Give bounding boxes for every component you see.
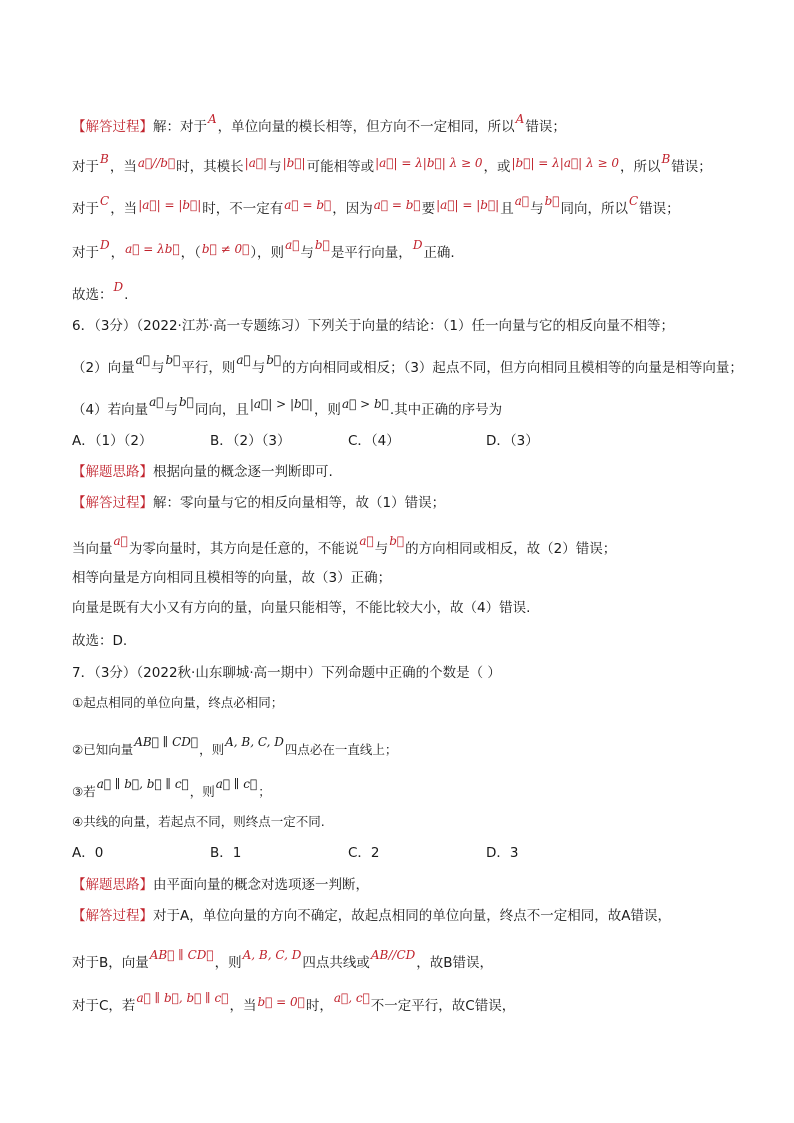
text: 解：零向量与它的相反向量相等，故（1）错误； — [153, 495, 446, 511]
text: ，当 — [110, 201, 138, 217]
math: a⃗//b⃗ — [137, 156, 176, 170]
text: ③若 — [72, 784, 96, 799]
text: 可能相等或 — [306, 159, 375, 175]
solution-line — [72, 991, 516, 1016]
math: B — [661, 152, 671, 166]
text: 时，其模长 — [176, 159, 244, 175]
solution-process-tag: 【解答过程】 — [72, 119, 153, 135]
text: 与 — [300, 245, 314, 261]
option-a: A．0 — [72, 845, 104, 861]
text: ，则 — [313, 402, 341, 418]
solution-process-tag: 【解答过程】 — [72, 495, 153, 511]
math: b⃗ — [314, 238, 330, 252]
text: 7．（3分）（2022秋·山东聊城·高一期中）下列命题中正确的个数是（ ） — [72, 665, 501, 681]
text: ，（ — [180, 245, 201, 261]
solution-line — [72, 534, 617, 559]
text: 相等向量是方向相同且模相等的向量，故（3）正确； — [72, 570, 392, 586]
math: |a⃗| = |b⃗| — [138, 198, 202, 212]
math: a⃗ ∥ b⃗, b⃗ ∥ c⃗ — [96, 777, 189, 791]
question-6-title — [72, 316, 674, 336]
text: 时，不一定有 — [202, 201, 284, 217]
question-6-options — [72, 431, 624, 451]
text: 同向，且 — [194, 402, 249, 418]
text: 要 — [421, 201, 436, 217]
math: b⃗ — [544, 194, 560, 208]
text: ，故B错误， — [416, 955, 494, 971]
text: 的方向相同或相反；（3）起点不同，但方向相同且模相等的向量是相等向量； — [282, 360, 743, 376]
text: 解：对于 — [153, 119, 207, 135]
text: . — [124, 287, 129, 303]
text: 的方向相同或相反，故（2）错误； — [405, 541, 617, 557]
math: |b⃗| = λ|a⃗| λ ≥ 0 — [511, 156, 619, 170]
text: （4）若向量 — [72, 402, 149, 418]
solution-process-line — [72, 493, 445, 513]
math: A, B, C, D — [242, 948, 302, 962]
math: a⃗ = λb⃗ — [125, 242, 180, 256]
solution-line-option-a — [72, 112, 566, 137]
solution-line-option-c — [72, 194, 680, 219]
question-7-statement-3 — [72, 777, 271, 802]
text: （2）向量 — [72, 360, 135, 376]
math: B — [100, 152, 109, 166]
text: 与 — [530, 201, 544, 217]
text: ，则 — [199, 742, 225, 757]
text: ，当 — [229, 998, 257, 1014]
solution-line — [72, 598, 530, 618]
solution-idea-tag: 【解题思路】 — [72, 464, 153, 480]
solution-idea-tag: 【解题思路】 — [72, 877, 153, 893]
text: 对于A，单位向量的方向不确定，故起点相同的单位向量，终点不一定相同，故A错误， — [153, 908, 671, 924]
math: C — [628, 194, 639, 208]
question-7-options — [72, 843, 624, 863]
solution-line — [72, 568, 391, 588]
math: b⃗ = 0⃗ — [257, 995, 305, 1009]
text: 四点共线或 — [302, 955, 370, 971]
question-7-statement-4 — [72, 812, 325, 832]
text: ④共线的向量，若起点不同，则终点一定不同. — [72, 814, 325, 829]
option-b: B．（2）（3） — [210, 433, 291, 449]
math: |b⃗| — [282, 156, 306, 170]
question-6-statement-4 — [72, 395, 503, 420]
text: 对于 — [72, 159, 99, 175]
text: 与 — [164, 402, 178, 418]
text: ，则 — [214, 955, 242, 971]
option-c: C．2 — [348, 845, 380, 861]
question-7-statement-2 — [72, 735, 398, 760]
text: ②已知向量 — [72, 742, 134, 757]
solution-process-tag: 【解答过程】 — [72, 908, 153, 924]
text: 不一定平行，故C错误， — [370, 998, 516, 1014]
text: 时， — [305, 998, 333, 1014]
math: AB//CD — [370, 948, 416, 962]
math: a⃗ — [514, 194, 530, 208]
math: a⃗, c⃗ — [333, 991, 370, 1005]
option-d: D．3 — [486, 845, 519, 861]
math: b⃗ — [165, 353, 181, 367]
text: 对于C，若 — [72, 998, 136, 1014]
math: b⃗ ≠ 0⃗ — [201, 242, 250, 256]
question-7-title — [72, 663, 501, 683]
text: .其中正确的序号为 — [389, 402, 503, 418]
math: A — [208, 112, 217, 126]
text: 对于 — [72, 201, 99, 217]
math: a⃗ — [113, 534, 128, 548]
text: 平行，则 — [181, 360, 236, 376]
question-7-statement-1 — [72, 693, 283, 713]
solution-idea-line — [72, 875, 369, 895]
text: ，因为 — [332, 201, 373, 217]
math: a⃗ > b⃗ — [341, 397, 389, 411]
math: a⃗ — [135, 353, 150, 367]
answer-line — [72, 631, 127, 651]
text: ，则 — [189, 784, 215, 799]
text: 故选： — [72, 287, 113, 303]
text: 与 — [150, 360, 165, 376]
solution-process-line — [72, 906, 671, 926]
math: a⃗ — [285, 238, 300, 252]
text: ，所以 — [619, 159, 661, 175]
math: C — [100, 194, 110, 208]
math: A, B, C, D — [225, 735, 284, 749]
text: ），则 — [250, 245, 285, 261]
text: 由平面向量的概念对选项逐一判断， — [153, 877, 369, 893]
math: a⃗ — [359, 534, 374, 548]
text: ，单位向量的模长相等，但方向不一定相同，所以 — [217, 119, 515, 135]
solution-idea-line — [72, 462, 333, 482]
question-6-statement-2-3 — [72, 353, 743, 378]
math: b⃗ — [389, 534, 405, 548]
text: 与 — [268, 159, 282, 175]
math: a⃗ — [236, 353, 251, 367]
text: 为零向量时，其方向是任意的，不能说 — [128, 541, 359, 557]
math: |a⃗| — [244, 156, 268, 170]
text: 同向，所以 — [560, 201, 628, 217]
math: b⃗ — [266, 353, 282, 367]
option-b: B．1 — [210, 845, 242, 861]
text: 错误； — [671, 159, 712, 175]
math: b⃗ — [178, 395, 194, 409]
text: 当向量 — [72, 541, 113, 557]
text: 故选：D. — [72, 633, 128, 649]
option-c: C．（4） — [348, 433, 400, 449]
text: 对于B，向量 — [72, 955, 149, 971]
text: 根据向量的概念逐一判断即可. — [153, 464, 333, 480]
math: A — [515, 112, 525, 126]
math: AB⃗ ∥ CD⃗ — [134, 735, 199, 749]
text: 正确. — [423, 245, 455, 261]
math: |a⃗| = λ|b⃗| λ ≥ 0 — [375, 156, 483, 170]
text: 6．（3分）（2022·江苏·高一专题练习）下列关于向量的结论：（1）任一向量与它的相反向量不相等； — [72, 318, 674, 334]
text: ，当 — [109, 159, 137, 175]
option-d: D．（3） — [486, 433, 539, 449]
solution-line-option-d — [72, 238, 455, 263]
math: a⃗ = b⃗ — [373, 198, 421, 212]
text: 错误； — [525, 119, 566, 135]
math: D — [100, 238, 110, 252]
math: |a⃗| > |b⃗| — [249, 397, 313, 411]
text: 四点必在一直线上； — [284, 742, 398, 757]
text: 错误； — [639, 201, 680, 217]
math: a⃗ ∥ c⃗ — [215, 777, 258, 791]
option-a: A．（1）（2） — [72, 433, 153, 449]
text: ， — [110, 245, 125, 261]
text: 与 — [374, 541, 389, 557]
text: 向量是既有大小又有方向的量，向量只能相等，不能比较大小，故（4）错误. — [72, 600, 531, 616]
solution-line — [72, 948, 494, 973]
text: ，或 — [483, 159, 511, 175]
text: 与 — [251, 360, 266, 376]
text: ①起点相同的单位向量，终点必相同； — [72, 695, 284, 710]
math: D — [412, 238, 423, 252]
math: a⃗ ∥ b⃗, b⃗ ∥ c⃗ — [136, 991, 229, 1005]
text: 且 — [500, 201, 514, 217]
math: |a⃗| = |b⃗| — [436, 198, 500, 212]
solution-line-option-b — [72, 152, 712, 177]
text: 是平行向量， — [330, 245, 412, 261]
math: D — [113, 280, 124, 294]
answer-line — [72, 280, 129, 305]
text: ； — [258, 784, 271, 799]
math: a⃗ — [149, 395, 164, 409]
math: AB⃗ ∥ CD⃗ — [149, 948, 214, 962]
text: 对于 — [72, 245, 99, 261]
math: a⃗ = b⃗ — [284, 198, 332, 212]
